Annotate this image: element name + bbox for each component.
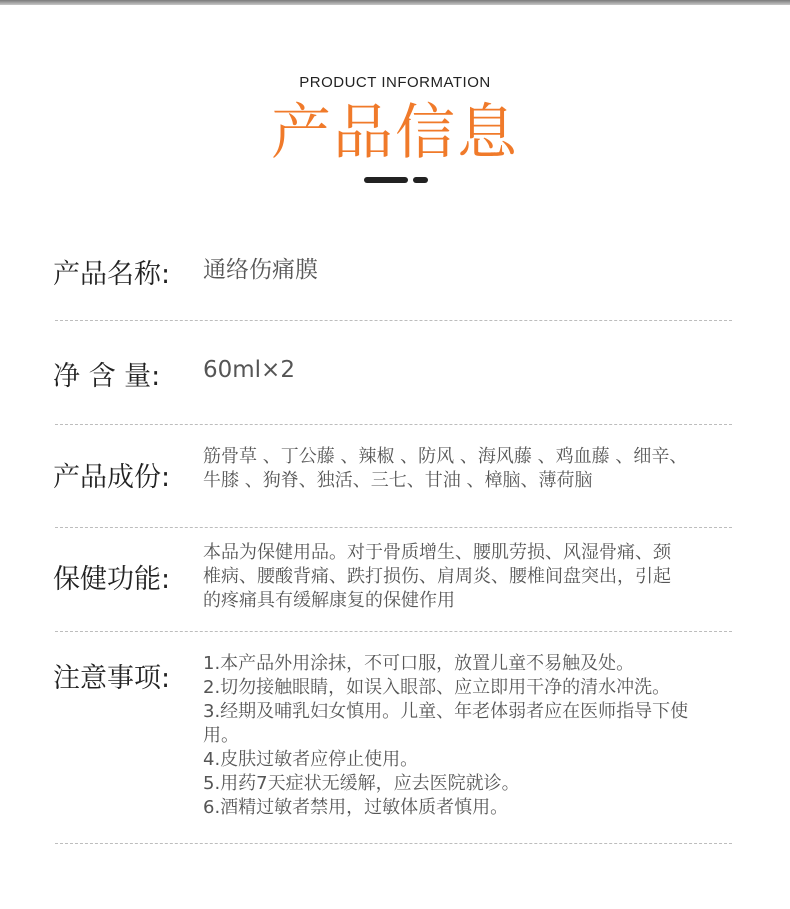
product-name-value: 通络伤痛膜 — [203, 257, 318, 283]
ingredients-line: 筋骨草 、丁公藤 、辣椒 、防风 、海风藤 、鸡血藤 、细辛、 — [203, 446, 688, 467]
note-item: 用。 — [203, 725, 239, 746]
function-line: 的疼痛具有缓解康复的保健作用 — [203, 590, 455, 611]
product-name-label: 产品名称: — [53, 259, 171, 290]
notes-row — [53, 652, 743, 832]
ingredients-line: 牛膝 、狗脊、独活、三七、甘油 、樟脑、薄荷脑 — [203, 470, 593, 491]
note-item: 4.皮肤过敏者应停止使用。 — [203, 749, 419, 770]
function-label: 保健功能: — [53, 564, 171, 595]
note-item: 5.用药7天症状无缓解，应去医院就诊。 — [203, 773, 520, 794]
function-value — [203, 541, 743, 613]
title-underline-long — [364, 177, 408, 183]
note-item: 3.经期及哺乳妇女慎用。儿童、年老体弱者应在医师指导下使 — [203, 701, 689, 722]
section-subtitle: PRODUCT INFORMATION — [299, 74, 491, 91]
ingredients-value — [203, 445, 743, 493]
note-item: 2.切勿接触眼睛，如误入眼部、应立即用干净的清水冲洗。 — [203, 677, 671, 698]
function-line: 椎病、腰酸背痛、跌打损伤、肩周炎、腰椎间盘突出，引起 — [203, 566, 671, 587]
ingredients-row — [53, 445, 743, 501]
title-underline-short — [413, 177, 428, 183]
divider — [55, 527, 732, 528]
function-line: 本品为保健用品。对于骨质增生、腰肌劳损、风湿骨痛、颈 — [203, 542, 671, 563]
note-item: 1.本产品外用涂抹，不可口服，放置儿童不易触及处。 — [203, 653, 635, 674]
ingredients-label: 产品成份: — [53, 462, 171, 493]
notes-label: 注意事项: — [53, 663, 171, 694]
notes-value — [203, 652, 743, 820]
divider — [55, 424, 732, 425]
net-content-row — [53, 354, 743, 394]
note-item: 6.酒精过敏者禁用，过敏体质者慎用。 — [203, 797, 509, 818]
net-content-value: 60ml×2 — [203, 357, 295, 383]
divider — [55, 320, 732, 321]
top-border — [0, 0, 790, 5]
net-content-label: 净 含 量: — [53, 361, 161, 392]
divider — [55, 843, 732, 844]
function-row — [53, 541, 743, 621]
product-name-row — [53, 252, 743, 292]
divider — [55, 631, 732, 632]
section-title: 产品信息 — [271, 98, 519, 168]
